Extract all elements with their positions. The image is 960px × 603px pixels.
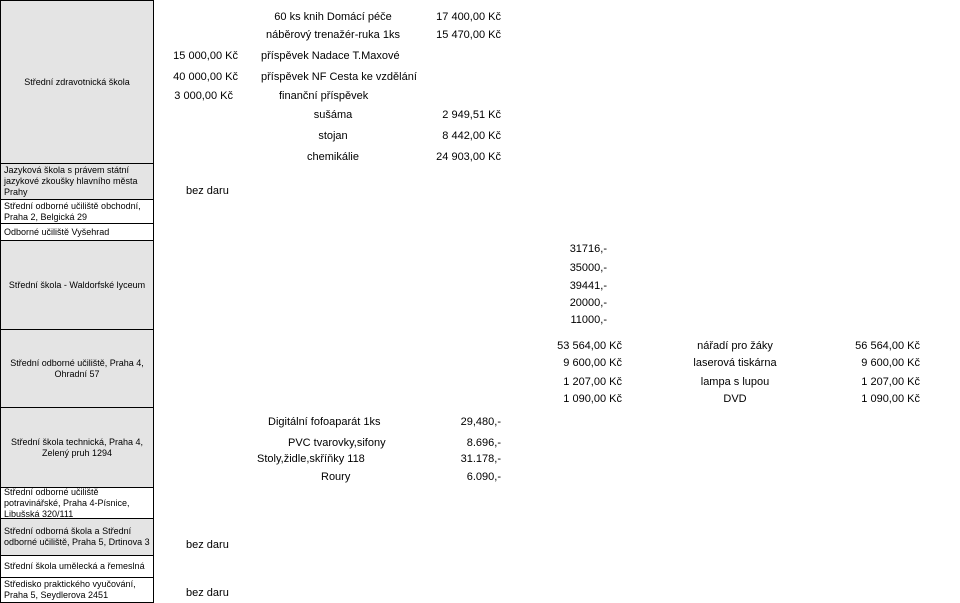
item-name: chemikálie	[307, 151, 359, 163]
gift-value: 39441,-	[569, 280, 607, 292]
item-name: sušáma	[313, 109, 353, 121]
item-value: 6.090,-	[466, 471, 501, 483]
school-name: Střední škola umělecká a řemeslná	[4, 561, 145, 571]
item-value: 9 600,00 Kč	[861, 357, 920, 369]
school-cell	[1, 488, 153, 519]
school-name: Střední odborné učiliště obchodní, Praha 2, Belgická 29	[4, 200, 141, 222]
item-name: nářadí pro žáky	[697, 340, 773, 352]
item-name: stojan	[318, 130, 348, 142]
gift-amount: 53 564,00 Kč	[557, 340, 622, 352]
item-value: 1 090,00 Kč	[861, 393, 920, 405]
school-name: Střední odborné učiliště, Praha 4, Ohradní 57	[10, 357, 144, 379]
item-value: 8.696,-	[466, 437, 501, 449]
gift-amount: 1 090,00 Kč	[563, 393, 622, 405]
no-gift-text: bez daru	[186, 185, 229, 197]
item-value: 1 207,00 Kč	[861, 376, 920, 388]
item-name: laserová tiskárna	[693, 357, 777, 369]
item-name: Stoly,židle,skříňky 118	[257, 453, 365, 465]
gift-description: finanční příspěvek	[279, 90, 369, 102]
gift-value: 20000,-	[569, 297, 607, 309]
school-cell	[1, 578, 153, 602]
school-cell	[1, 200, 153, 224]
no-gift-text: bez daru	[186, 539, 229, 551]
item-value: 29,480,-	[460, 416, 501, 428]
gift-value: 31716,-	[569, 243, 607, 255]
item-price: 17 400,00 Kč	[436, 11, 501, 23]
school-cell	[1, 556, 153, 578]
gift-amount: 3 000,00 Kč	[174, 90, 233, 102]
school-name: Střední odborná škola a Střední odborné učiliště, Praha 5, Drtinova 3	[4, 526, 150, 547]
school-cell	[1, 330, 153, 408]
gift-value: 35000,-	[569, 262, 607, 274]
gift-description: příspěvek Nadace T.Maxové	[261, 50, 400, 62]
school-cell	[1, 519, 153, 556]
item-name: Digitální fofoaparát 1ks	[268, 416, 381, 428]
school-cell	[1, 1, 153, 164]
item-name: lampa s lupou	[700, 376, 770, 388]
item-name: DVD	[723, 393, 747, 405]
gift-amount: 9 600,00 Kč	[563, 357, 622, 369]
school-name: Středisko praktického vyučování, Praha 5, Seydlerova 2451	[4, 579, 136, 600]
gift-description: příspěvek NF Cesta ke vzdělání	[261, 71, 417, 83]
item-price: 15 470,00 Kč	[436, 29, 501, 41]
item-price: 2 949,51 Kč	[442, 109, 501, 121]
item-price: 24 903,00 Kč	[436, 151, 501, 163]
school-cell	[1, 224, 153, 241]
item-value: 31.178,-	[460, 453, 501, 465]
item-name: PVC tvarovky,sifony	[288, 437, 386, 449]
item-name: náběrový trenažér-ruka 1ks	[266, 29, 400, 41]
item-name: 60 ks knih Domácí péče	[274, 11, 392, 23]
school-name: Odborné učiliště Vyšehrad	[4, 226, 110, 237]
gift-amount: 1 207,00 Kč	[563, 376, 622, 388]
school-cell	[1, 241, 153, 330]
gift-amount: 40 000,00 Kč	[173, 71, 238, 83]
school-name: Střední zdravotnická škola	[24, 76, 130, 87]
school-column	[0, 0, 154, 603]
gift-value: 11000,-	[570, 314, 607, 326]
no-gift-text: bez daru	[186, 587, 229, 599]
item-price: 8 442,00 Kč	[442, 130, 501, 142]
school-name: Střední odborné učiliště potravinářské, Praha 4-Písnice, Libušská 320/111	[4, 486, 130, 519]
school-name: Střední škola - Waldorfské lyceum	[8, 279, 146, 290]
school-name: Střední škola technická, Praha 4, Zelený pruh 1294	[10, 436, 144, 458]
item-value: 56 564,00 Kč	[855, 340, 920, 352]
item-name: Roury	[321, 471, 351, 483]
school-cell	[1, 408, 153, 488]
gift-amount: 15 000,00 Kč	[173, 50, 238, 62]
school-name: Jazyková škola s právem státní jazykové zkoušky hlavního města Prahy	[4, 165, 138, 197]
school-cell	[1, 164, 153, 200]
